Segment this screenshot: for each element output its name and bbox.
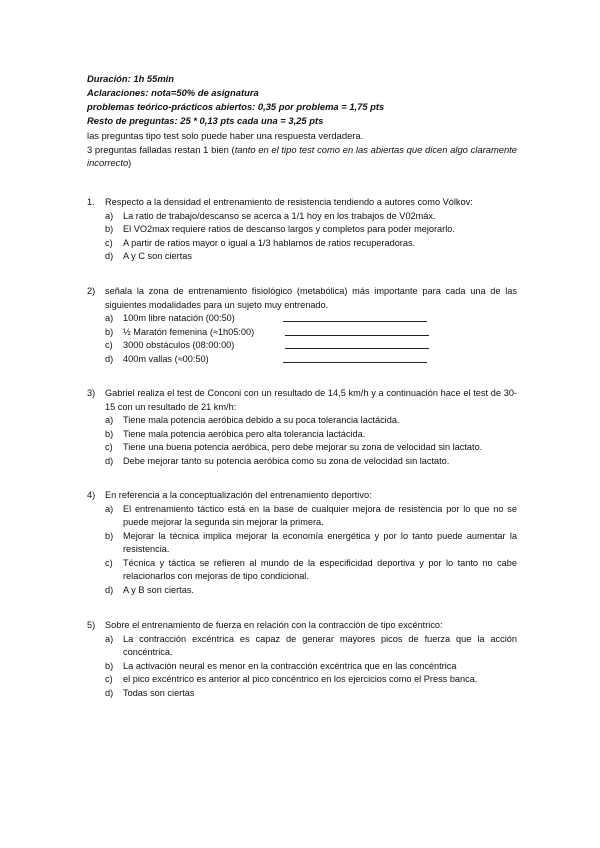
option-d[interactable] [105,584,517,598]
option-letter: a) [105,503,114,514]
option-a[interactable] [105,414,517,428]
answer-blank[interactable] [283,353,427,363]
question-number: 3) [87,388,96,398]
question-text: Gabriel realiza el test de Conconi con un resultado de 14,5 km/h y a continuación hace el test de 30-15 con un resultado de 21 km/h: [105,388,517,412]
option-c[interactable] [105,557,517,584]
option-text: ½ Maratón femenina (≈1h05:00) [123,326,255,337]
option-text: Tiene mala potencia aeróbica debido a su poca tolerancia lactácida. [123,415,400,425]
answer-blank[interactable] [283,312,427,322]
option-a[interactable] [105,210,517,224]
option-letter: d) [105,353,114,364]
penalty-close: ) [128,157,132,168]
option-text: A partir de ratios mayor o igual a 1/3 hablamos de ratios recuperadoras. [123,237,416,248]
question-text: Sobre el entrenamiento de fuerza en relación con la contracción de tipo excéntrico: [105,620,443,630]
answer-blank[interactable] [285,326,429,336]
question-number: 1. [87,197,95,207]
option-letter: a) [105,210,114,221]
question-4 [87,489,517,597]
option-d [105,353,517,367]
option-b[interactable] [105,660,517,674]
option-letter: d) [105,687,114,698]
open-problems-line: problemas teórico-prácticos abiertos: 0,35 por problema = 1,75 pts [87,101,385,112]
option-text: Tiene mala potencia aeróbica pero alta tolerancia lactácida. [123,428,366,439]
clarifications-line: Aclaraciones: nota=50% de asignatura [87,87,259,98]
option-c[interactable] [105,673,517,687]
option-text: El VO2max requiere ratios de descanso largos y completos para poder mejorarlo. [123,224,455,234]
penalty-italic: tanto en el tipo test como en las abiertas que dicen algo claramente incorrecto [87,144,517,168]
option-text: La activación neural es menor en la contracción excéntrica que en las concéntrica [123,660,457,671]
option-a [105,312,517,326]
question-number: 5) [87,620,96,630]
question-5 [87,619,517,700]
penalty-line [87,143,517,169]
option-letter: b) [105,326,114,337]
penalty-main: 3 preguntas falladas restan 1 bien ( [87,144,235,155]
option-b[interactable] [105,428,517,442]
question-1 [87,196,517,264]
option-letter: c) [105,674,113,684]
question-text: señala la zona de entrenamiento fisiológico (metabólica) más importante para cada una de las siguientes modalidades para un sujeto muy entrenado. [105,286,517,310]
option-letter: d) [105,455,114,466]
option-text: El entrenamiento táctico está en la base de cualquier mejora de resistencia por lo que no se puede mejorar la segunda sin mejorar la primera. [123,503,517,527]
question-number: 4) [87,490,96,500]
option-text: Debe mejorar tanto su potencia aeróbica como su zona de velocidad sin lactato. [123,455,450,466]
option-d[interactable] [105,250,517,264]
option-letter: b) [105,660,114,671]
option-letter: a) [105,633,114,644]
option-text: 3000 obstáculos (08:00:00) [123,340,235,350]
option-text: Todas son ciertas [123,687,195,698]
option-letter: c) [105,237,113,248]
option-letter: c) [105,340,113,350]
answer-blank[interactable] [285,339,429,349]
option-b [105,326,517,340]
option-letter: b) [105,530,114,541]
option-c[interactable] [105,237,517,251]
option-text: 100m libre natación (00:50) [123,313,235,323]
option-letter: c) [105,557,113,568]
option-text: 400m vallas (≈00:50) [123,353,209,364]
option-text: Tiene una buena potencia aeróbica, pero debe mejorar su zona de velocidad sin lactato. [123,442,483,452]
question-2 [87,285,517,366]
option-b[interactable] [105,530,517,557]
option-text: el pico excéntrico es anterior al pico concéntrico en los ejercicios como el Press banca. [123,674,478,684]
option-a[interactable] [105,503,517,530]
option-text: Mejorar la técnica implica mejorar la economía energética y por lo tanto puede aumentar la resistencia. [123,530,517,554]
option-b[interactable] [105,223,517,237]
option-text: La contracción excéntrica es capaz de generar mayores picos de fuerza que la acción concéntrica. [123,633,517,657]
question-text: En referencia a la conceptualización del entrenamiento deportivo: [105,490,372,500]
question-number: 2) [87,286,96,296]
option-letter: c) [105,442,113,452]
option-c[interactable] [105,441,517,455]
question-3 [87,387,517,468]
question-text: Respecto a la densidad el entrenamiento de resistencia tendiendo a autores como Vólkov: [105,197,473,207]
option-text: A y C son ciertas [123,251,192,261]
option-letter: b) [105,224,114,234]
option-text: La ratio de trabajo/descanso se acerca a 1/1 hoy en los trabajos de V02máx. [123,210,436,221]
option-text: Técnica y táctica se refieren al mundo de la especificidad deportiva y por lo tanto no cabe relacionarlos con mejoras de tipo condicional. [123,557,517,581]
option-letter: a) [105,313,114,323]
option-letter: b) [105,428,114,439]
option-d[interactable] [105,455,517,469]
option-text: A y B son ciertas. [123,584,194,595]
option-d[interactable] [105,687,517,701]
option-c [105,339,517,353]
duration-line: Duración: 1h 55min [87,73,174,84]
option-letter: d) [105,584,114,595]
option-letter: d) [105,251,114,261]
option-letter: a) [105,415,114,425]
option-a[interactable] [105,633,517,660]
rest-questions-line: Resto de preguntas: 25 * 0,13 pts cada una = 3,25 pts [87,115,324,126]
test-rule-line: las preguntas tipo test solo puede haber una respuesta verdadera. [87,130,364,141]
